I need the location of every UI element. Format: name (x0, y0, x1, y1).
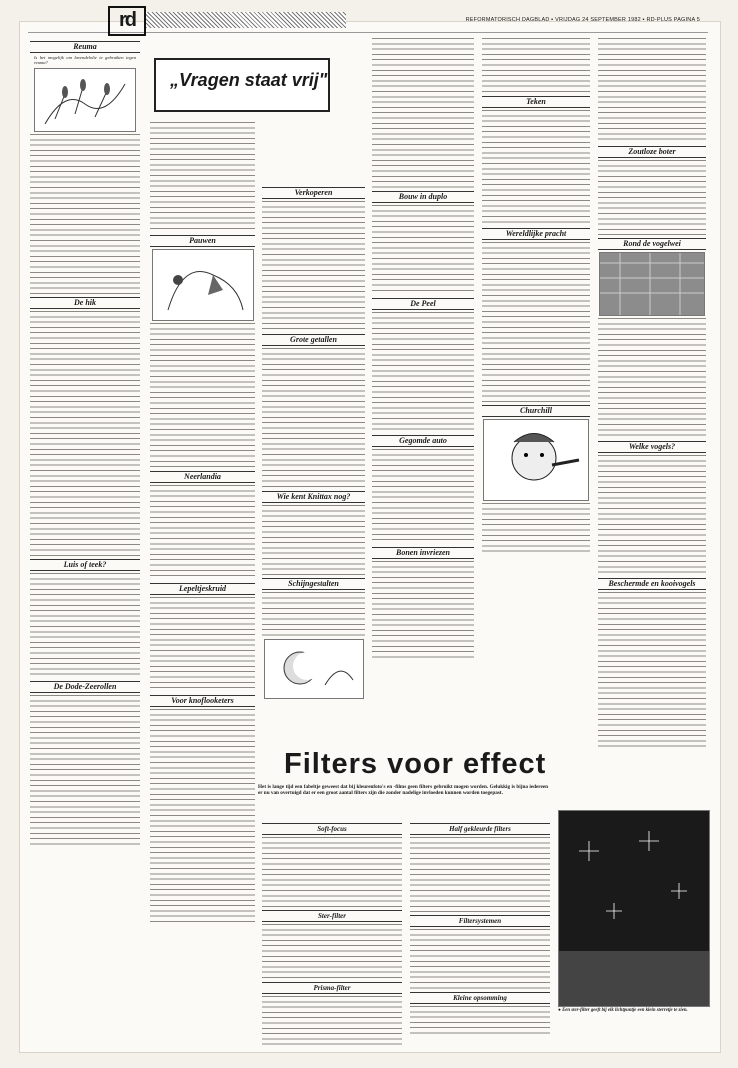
starfilter-photo (558, 810, 710, 1007)
article-body (262, 592, 365, 637)
section-title: Teken (482, 96, 590, 108)
article-body (410, 837, 550, 912)
article-body (598, 38, 706, 143)
masthead-info: REFORMATORISCH DAGBLAD ▪ VRIJDAG 24 SEPTEMBER 1982 ▪ RD-PLUS PAGINA 5 (465, 17, 700, 23)
article-body (482, 503, 590, 553)
section-title: Lepeltjeskruid (150, 583, 255, 595)
masthead (28, 8, 708, 33)
article-body (482, 38, 590, 93)
section-title: Rond de vogelwei (598, 238, 706, 250)
rd-logo: rd (108, 6, 146, 36)
column-1 (30, 38, 140, 846)
herb-illustration (34, 68, 136, 132)
article-body (372, 205, 474, 295)
churchill-illustration (483, 419, 589, 501)
column-3 (262, 184, 365, 701)
section-title: Churchill (482, 405, 590, 417)
section-title: Voor knoflooketers (150, 695, 255, 707)
article-body (30, 134, 140, 294)
feature-intro: Het is lange tijd een fabeltje geweest dat bij kleurenfoto's en -films geen filters gebruikt mogen worden. Gelukkig is bijna iedereen er nu van overtuigd dat er een groot aantal filters zijn die zonder nadelige invloeden kunnen worden toegepast. (258, 784, 548, 796)
subhead: Half gekleurde filters (410, 823, 550, 835)
article-body (150, 122, 255, 232)
feature-column-1 (262, 820, 402, 1047)
section-title: Zoutloze boter (598, 146, 706, 158)
section-title: Verkoperen (262, 187, 365, 199)
article-body (30, 311, 140, 556)
article-body (150, 485, 255, 580)
question-text: Is het mogelijk om lavendelolie te gebruiken tegen reuma? (34, 55, 136, 66)
article-body (372, 449, 474, 544)
section-title: Reuma (30, 41, 140, 53)
peacock-illustration (152, 249, 254, 321)
section-title: De Peel (372, 298, 474, 310)
column-5 (482, 38, 590, 554)
column-6 (598, 38, 706, 748)
article-body (598, 160, 706, 235)
subhead: Ster-filter (262, 910, 402, 922)
section-title: Pauwen (150, 235, 255, 247)
article-body (150, 709, 255, 924)
section-title: Wie kent Knittax nog? (262, 491, 365, 503)
article-body (30, 573, 140, 678)
article-body (150, 323, 255, 468)
section-title: De Dode-Zeerollen (30, 681, 140, 693)
aviary-photo (599, 252, 705, 316)
article-body (410, 929, 550, 989)
column-4 (372, 38, 474, 662)
article-body (410, 1006, 550, 1036)
section-title: Bouw in duplo (372, 191, 474, 203)
article-body (482, 242, 590, 402)
article-body (262, 201, 365, 331)
article-body (482, 110, 590, 225)
article-body (372, 38, 474, 188)
column-2 (150, 122, 255, 925)
section-title: Luis of teek? (30, 559, 140, 571)
feature-title: Filters voor effect (284, 748, 547, 780)
article-body (262, 348, 365, 488)
article-body (150, 597, 255, 692)
section-title: Schijngestalten (262, 578, 365, 590)
photo-caption: ● Een ster-filter geeft bij elk lichtpuntje een klein sterretje te zien. (558, 1008, 688, 1013)
section-title: Neerlandia (150, 471, 255, 483)
section-title: Beschermde en kooivogels (598, 578, 706, 590)
article-body (262, 505, 365, 575)
subhead: Prisma-filter (262, 982, 402, 994)
section-title: Wereldlijke pracht (482, 228, 590, 240)
article-body (30, 695, 140, 845)
article-body (598, 592, 706, 747)
article-body (262, 924, 402, 979)
moon-illustration (264, 639, 364, 699)
feature-column-2 (410, 820, 550, 1037)
section-title: Welke vogels? (598, 441, 706, 453)
article-body (372, 561, 474, 661)
article-body (598, 318, 706, 438)
section-title: Grote getallen (262, 334, 365, 346)
article-body (598, 455, 706, 575)
masthead-pattern (146, 12, 346, 28)
article-body (262, 996, 402, 1046)
section-title: De hik (30, 297, 140, 309)
section-title: Gegomde auto (372, 435, 474, 447)
subhead: Kleine opsomming (410, 992, 550, 1004)
subhead: Soft-focus (262, 823, 402, 835)
page-headline: „Vragen staat vrij" (170, 70, 328, 90)
article-body (372, 312, 474, 432)
article-body (262, 837, 402, 907)
subhead: Filtersystemen (410, 915, 550, 927)
section-title: Bonen invriezen (372, 547, 474, 559)
